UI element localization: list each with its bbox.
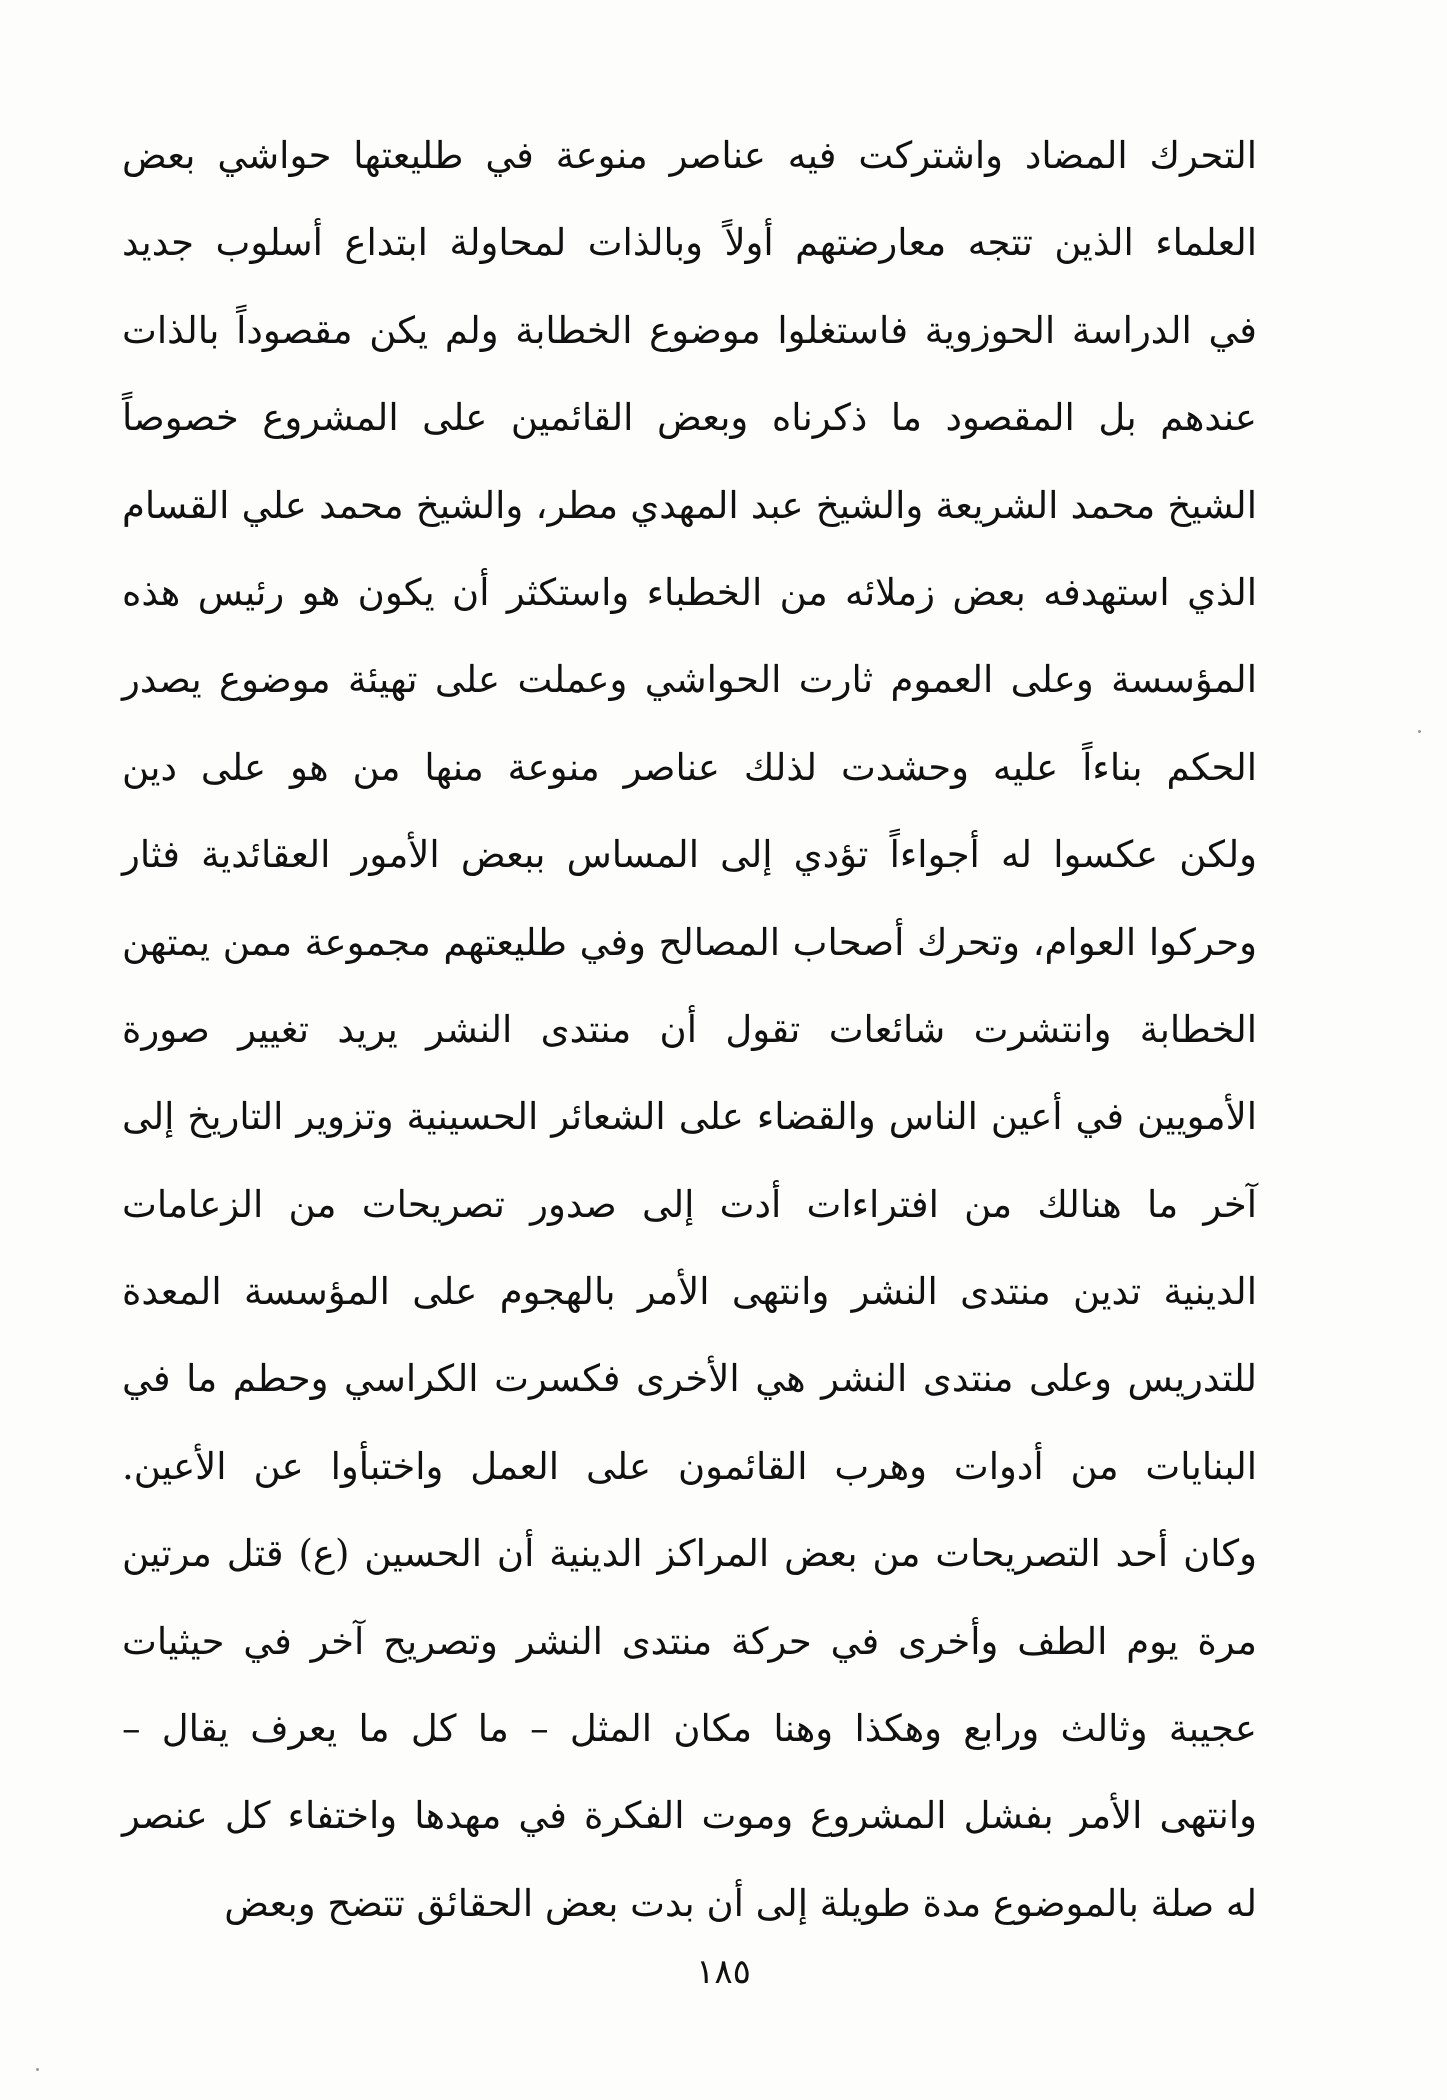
- text-line: وانتهى الأمر بفشل المشروع وموت الفكرة في مهدها واختفاء كل عنصر: [122, 1794, 1257, 1838]
- text-line: الحكم بناءاً عليه وحشدت لذلك عناصر منوعة منها من هو على دين: [122, 745, 1257, 789]
- text-line: الشيخ محمد الشريعة والشيخ عبد المهدي مطر، والشيخ محمد علي القسام: [122, 483, 1257, 527]
- text-line: الخطابة وانتشرت شائعات تقول أن منتدى النشر يريد تغيير صورة: [122, 1007, 1257, 1051]
- text-line: له صلة بالموضوع مدة طويلة إلى أن بدت بعض الحقائق تتضح وبعض: [224, 1881, 1257, 1925]
- scan-speck: [36, 2068, 39, 2071]
- text-line: مرة يوم الطف وأخرى في حركة منتدى النشر وتصريح آخر في حيثيات: [122, 1619, 1257, 1663]
- text-line: في الدراسة الحوزوية فاستغلوا موضوع الخطابة ولم يكن مقصوداً بالذات: [122, 308, 1257, 352]
- text-line: الذي استهدفه بعض زملائه من الخطباء واستكثر أن يكون هو رئيس هذه: [122, 570, 1257, 614]
- text-line: عندهم بل المقصود ما ذكرناه وبعض القائمين على المشروع خصوصاً: [122, 396, 1257, 440]
- text-line: وحركوا العوام، وتحرك أصحاب المصالح وفي طليعتهم مجموعة ممن يمتهن: [122, 920, 1257, 964]
- text-line: الدينية تدين منتدى النشر وانتهى الأمر بالهجوم على المؤسسة المعدة: [122, 1270, 1257, 1314]
- text-line: ولكن عكسوا له أجواءاً تؤدي إلى المساس ببعض الأمور العقائدية فثار: [122, 833, 1257, 877]
- body-text: [122, 112, 1257, 1947]
- scan-speck: [1418, 730, 1421, 733]
- text-line: وكان أحد التصريحات من بعض المراكز الدينية أن الحسين (ع) قتل مرتين: [122, 1532, 1257, 1576]
- text-line: آخر ما هنالك من افتراءات أدت إلى صدور تصريحات من الزعامات: [122, 1182, 1257, 1226]
- text-line: البنايات من أدوات وهرب القائمون على العمل واختبأوا عن الأعين.: [122, 1444, 1257, 1488]
- text-line: الأمويين في أعين الناس والقضاء على الشعائر الحسينية وتزوير التاريخ إلى: [122, 1095, 1257, 1139]
- text-line: المؤسسة وعلى العموم ثارت الحواشي وعملت على تهيئة موضوع يصدر: [122, 658, 1257, 702]
- page-number: ١٨٥: [696, 1952, 751, 1992]
- text-line: التحرك المضاد واشتركت فيه عناصر منوعة في طليعتها حواشي بعض: [122, 134, 1257, 177]
- text-line: للتدريس وعلى منتدى النشر هي الأخرى فكسرت الكراسي وحطم ما في: [122, 1357, 1257, 1401]
- text-line: عجيبة وثالث ورابع وهكذا وهنا مكان المثل – ما كل ما يعرف يقال –: [122, 1707, 1258, 1751]
- text-line: العلماء الذين تتجه معارضتهم أولاً وبالذات لمحاولة ابتداع أسلوب جديد: [122, 221, 1257, 265]
